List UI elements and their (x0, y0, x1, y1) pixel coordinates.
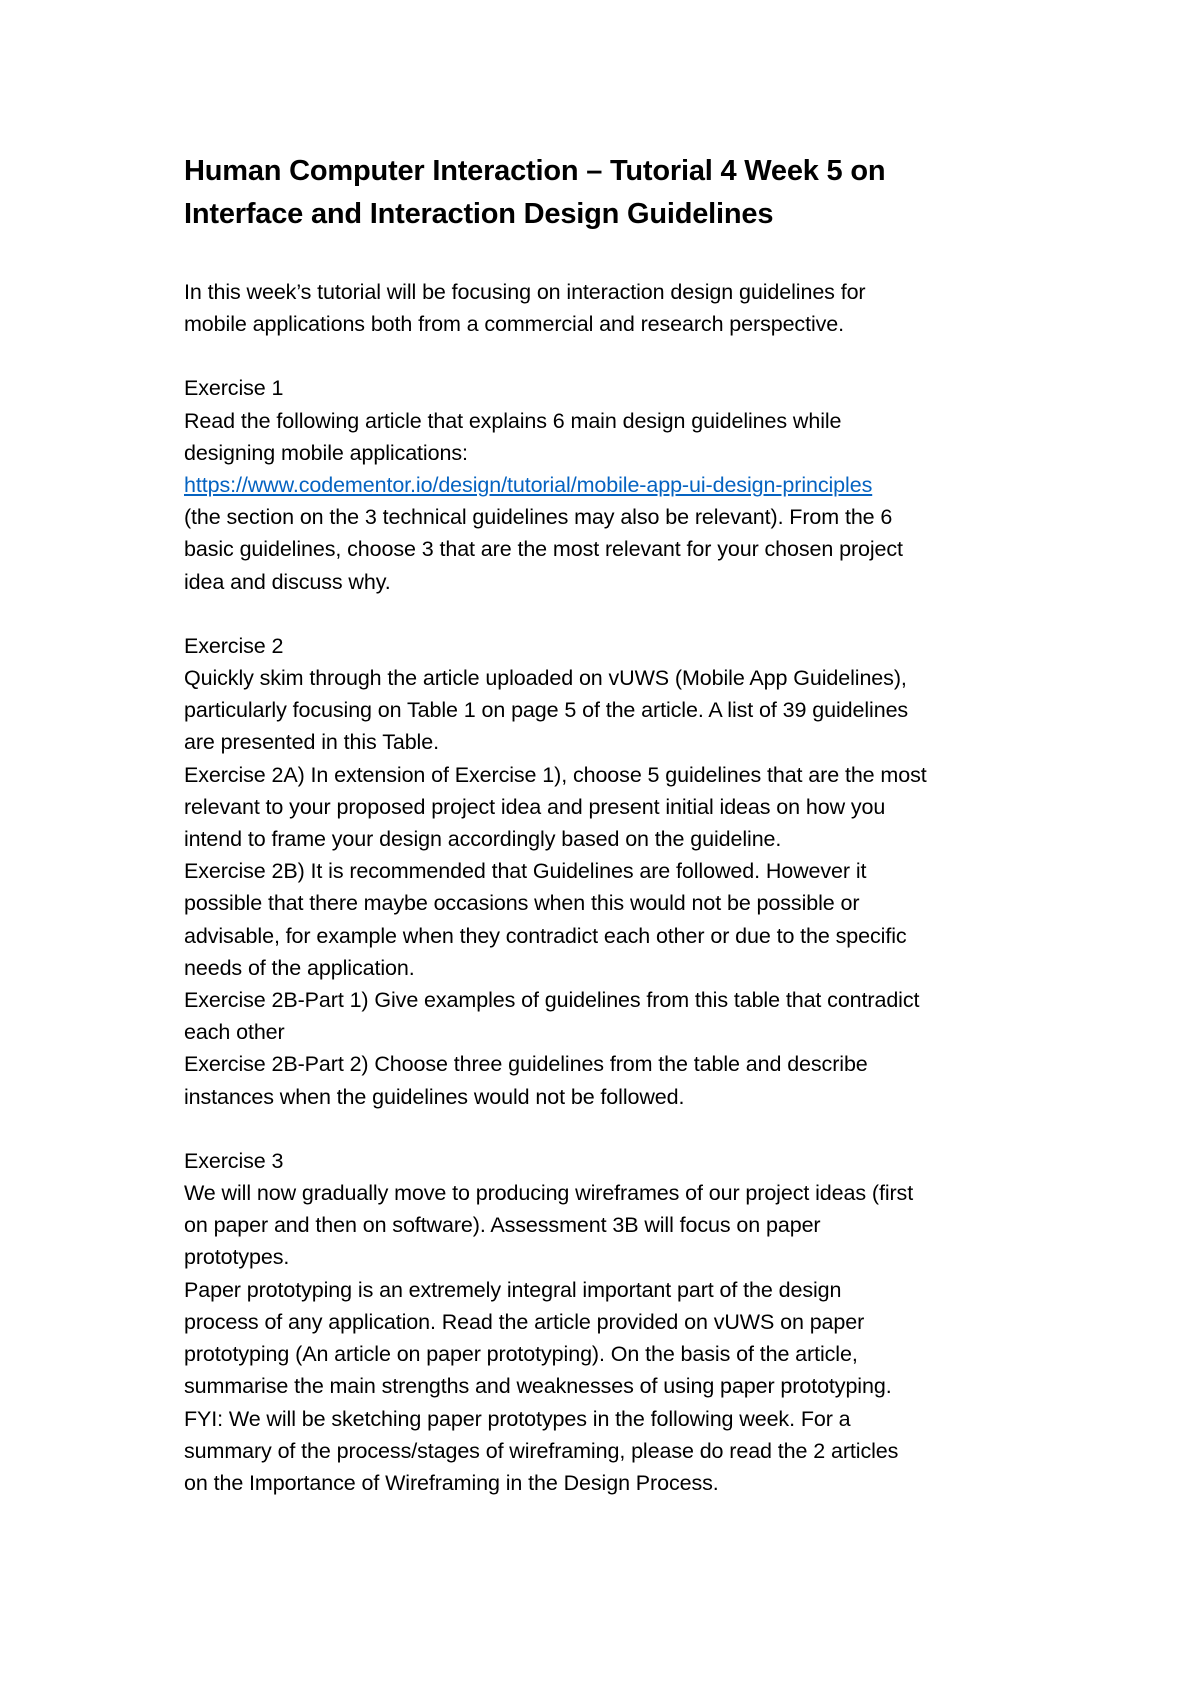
document-title (184, 150, 1044, 236)
document-body (184, 150, 1044, 1499)
title-line: Human Computer Interaction – Tutorial 4 Week 5 on (184, 155, 886, 187)
exercise-3-line: on paper and then on software). Assessment 3B will focus on paper (184, 1213, 821, 1238)
intro-line: In this week’s tutorial will be focusing on interaction design guidelines for (184, 280, 866, 304)
exercise-3-heading: Exercise 3 (184, 1148, 284, 1173)
codementor-article-link[interactable]: https://www.codementor.io/design/tutorial/mobile-app-ui-design-principles (184, 473, 873, 498)
exercise-1-line: Read the following article that explains 6 main design guidelines while (184, 408, 842, 433)
exercise-3-section (184, 1145, 1044, 1499)
exercise-2b-line: advisable, for example when they contradict each other or due to the specific (184, 923, 907, 948)
exercise-3-line: prototypes. (184, 1245, 290, 1270)
intro-paragraph (184, 276, 1044, 340)
exercise-2a-line: Exercise 2A) In extension of Exercise 1), choose 5 guidelines that are the most (184, 762, 927, 787)
exercise-1-line: designing mobile applications: (184, 440, 468, 465)
exercise-1-line: idea and discuss why. (184, 569, 391, 594)
exercise-2b-line: needs of the application. (184, 955, 415, 980)
exercise-3-line: Paper prototyping is an extremely integral important part of the design (184, 1277, 842, 1302)
exercise-2-line: are presented in this Table. (184, 730, 439, 755)
exercise-2-line: Quickly skim through the article uploaded on vUWS (Mobile App Guidelines), (184, 666, 907, 691)
exercise-2b-part-2-line: Exercise 2B-Part 2) Choose three guidelines from the table and describe (184, 1052, 868, 1077)
paragraph-gap (184, 340, 1044, 372)
exercise-3-line: prototyping (An article on paper prototyping). On the basis of the article, (184, 1342, 858, 1367)
exercise-1-section (184, 372, 1044, 597)
intro-line: mobile applications both from a commercial and research perspective. (184, 312, 845, 337)
exercise-2b-line: possible that there maybe occasions when this would not be possible or (184, 891, 860, 916)
exercise-2-section (184, 630, 1044, 1113)
exercise-1-line: (the section on the 3 technical guidelines may also be relevant). From the 6 (184, 505, 893, 530)
exercise-3-fyi-line: on the Importance of Wireframing in the Design Process. (184, 1470, 719, 1495)
exercise-2a-line: relevant to your proposed project idea and present initial ideas on how you (184, 794, 886, 819)
exercise-2-heading: Exercise 2 (184, 633, 284, 658)
exercise-3-fyi-line: summary of the process/stages of wireframing, please do read the 2 articles (184, 1438, 899, 1463)
exercise-2-line: particularly focusing on Table 1 on page 5 of the article. A list of 39 guidelines (184, 698, 909, 723)
exercise-3-fyi-line: FYI: We will be sketching paper prototypes in the following week. For a (184, 1406, 851, 1431)
paragraph-gap (184, 1113, 1044, 1145)
title-line: Interface and Interaction Design Guidelines (184, 198, 774, 230)
exercise-2b-part-2-line: instances when the guidelines would not be followed. (184, 1084, 685, 1109)
exercise-1-line: basic guidelines, choose 3 that are the most relevant for your chosen project (184, 537, 903, 562)
exercise-2b-part-1-line: each other (184, 1020, 285, 1045)
exercise-1-heading: Exercise 1 (184, 376, 284, 401)
exercise-3-line: We will now gradually move to producing wireframes of our project ideas (first (184, 1181, 914, 1206)
exercise-3-line: summarise the main strengths and weaknesses of using paper prototyping. (184, 1374, 892, 1399)
exercise-2b-part-1-line: Exercise 2B-Part 1) Give examples of guidelines from this table that contradict (184, 988, 920, 1013)
exercise-2b-line: Exercise 2B) It is recommended that Guidelines are followed. However it (184, 859, 867, 884)
paragraph-gap (184, 598, 1044, 630)
exercise-2a-line: intend to frame your design accordingly based on the guideline. (184, 827, 782, 852)
exercise-3-line: process of any application. Read the article provided on vUWS on paper (184, 1309, 865, 1334)
exercise-1-link-line (184, 469, 1044, 501)
